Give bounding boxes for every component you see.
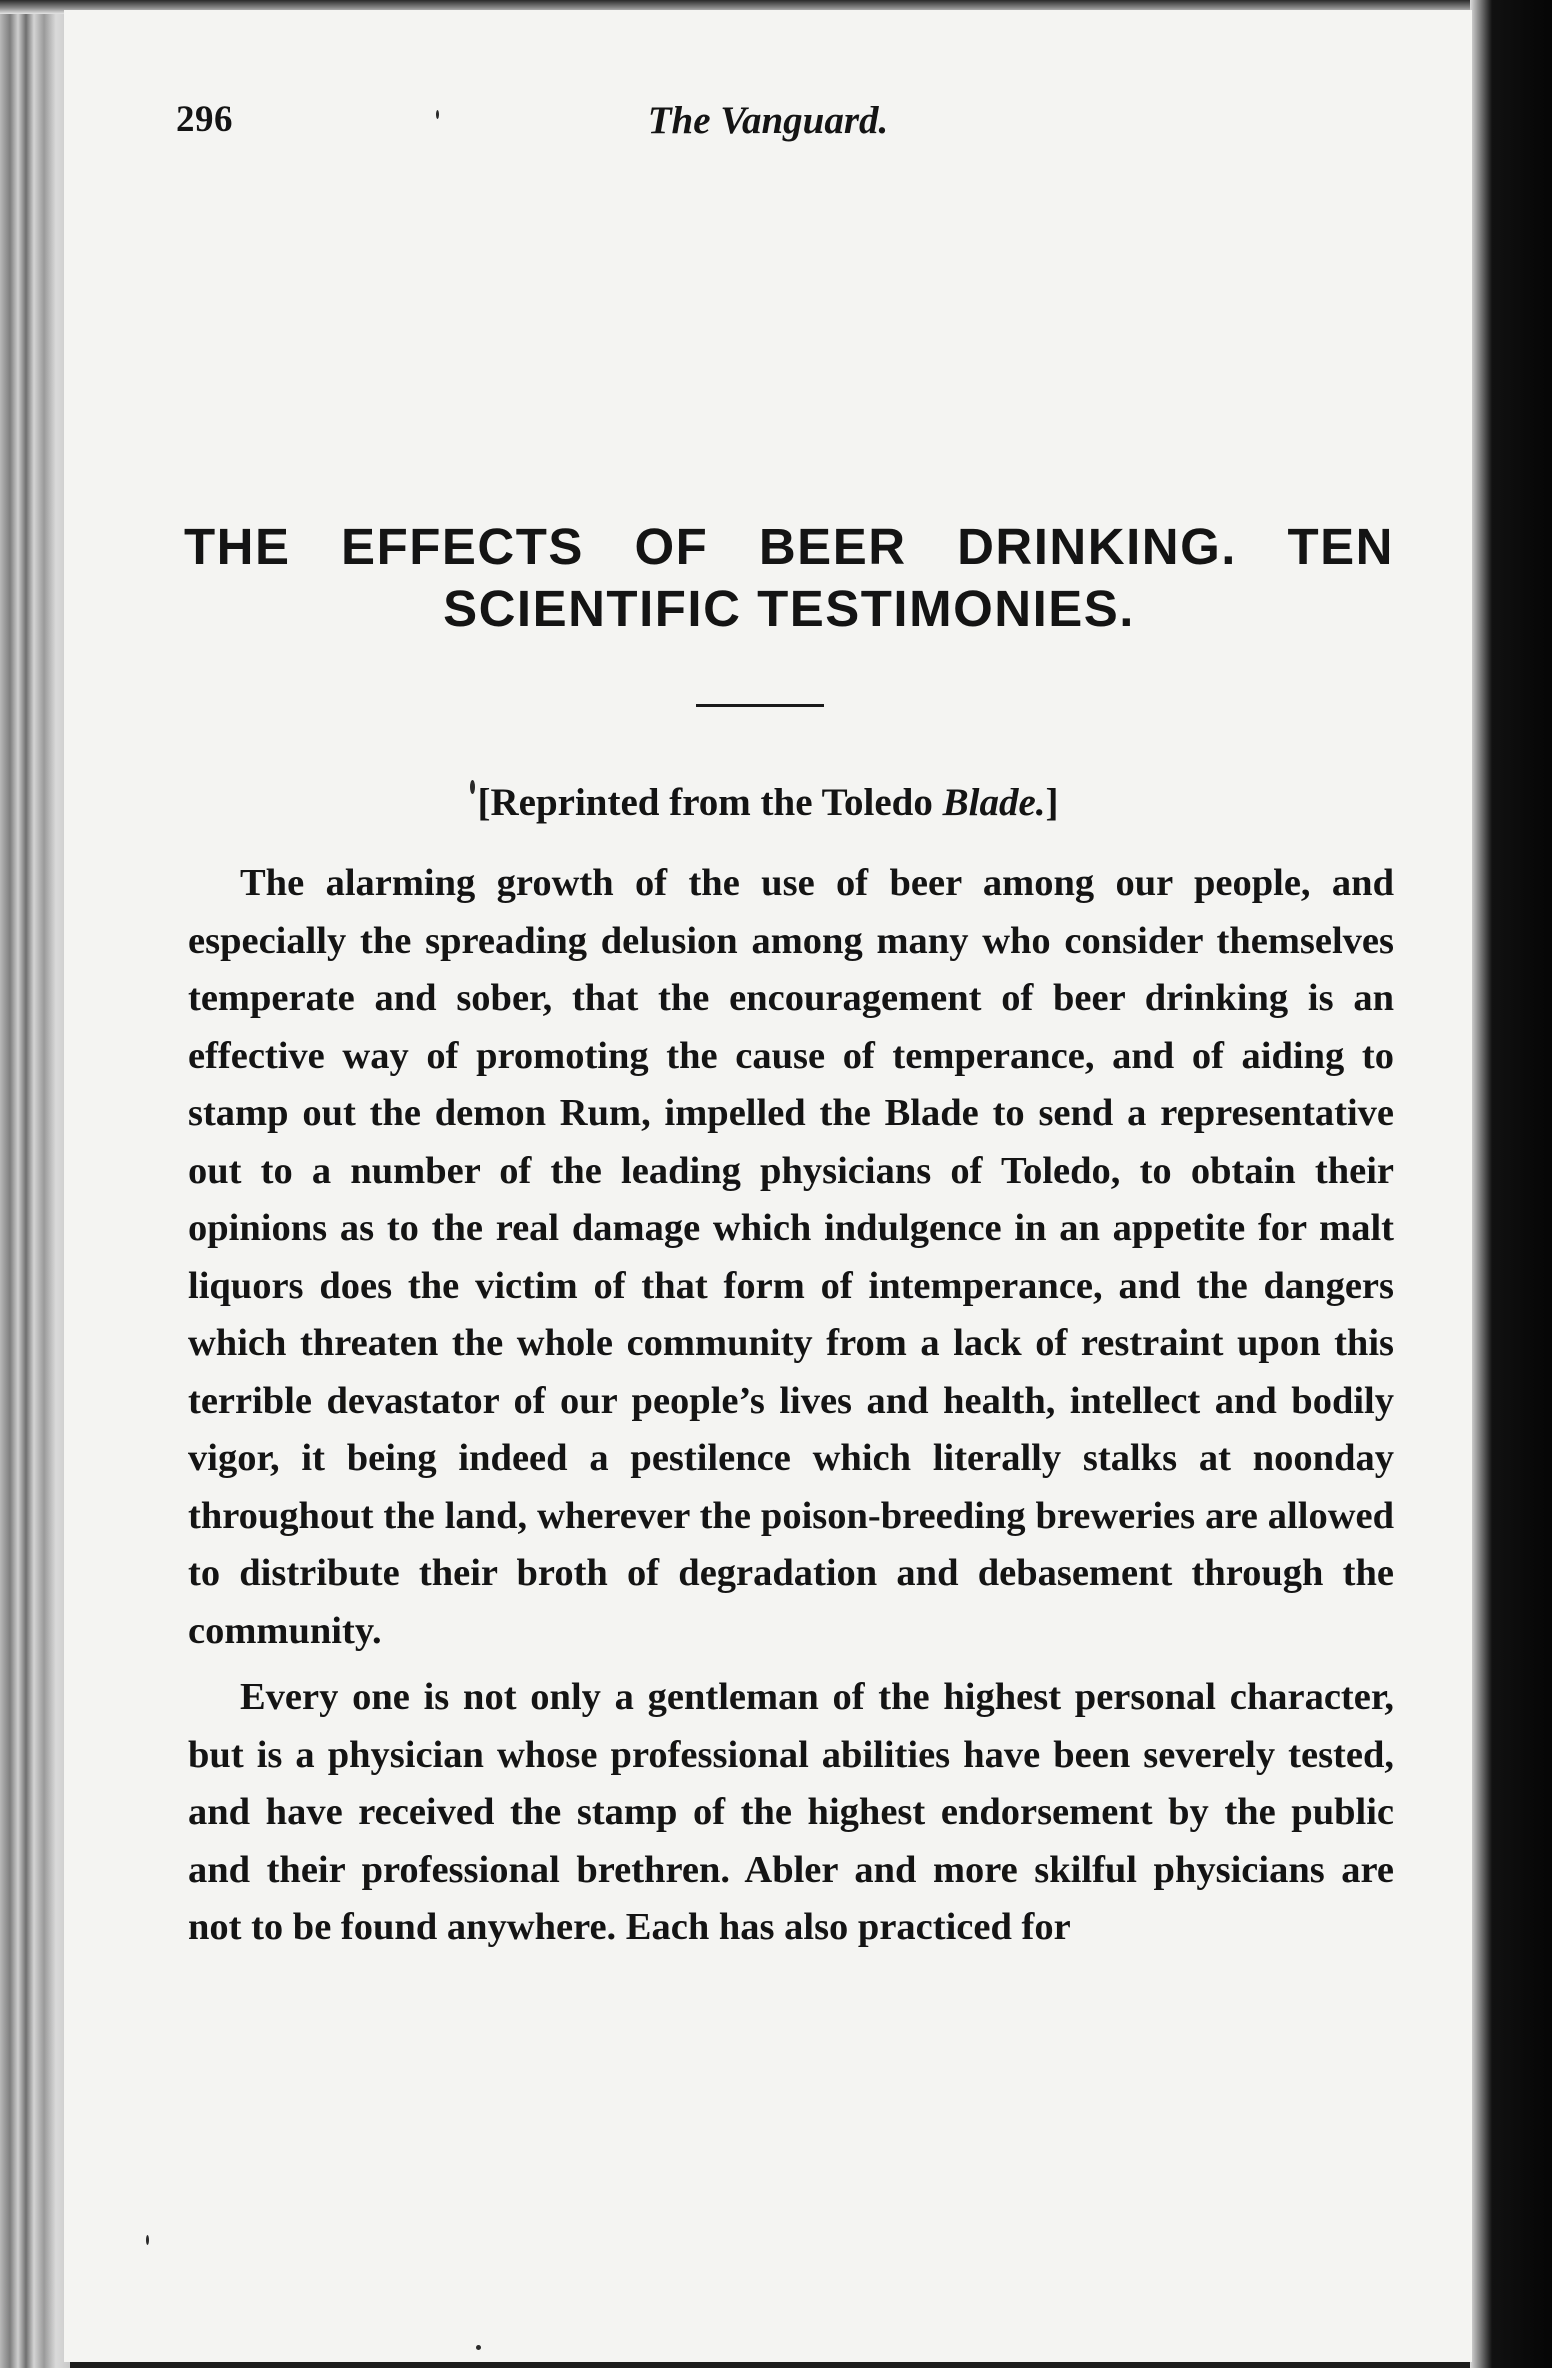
paragraph: Every one is not only a gentleman of the highest personal character, but is a physician whose professional abilities have been severely tested, and have received the stamp of the highest endorsement by the public and their professional brethren. Abler and more skilful physicians are not to be found anywhere. Each has also practiced for <box>188 1676 1394 1948</box>
headline-line-2: SCIENTIFIC TESTIMONIES. <box>443 580 1135 637</box>
source-suffix: ] <box>1045 781 1059 824</box>
source-publication: Blade. <box>942 781 1046 824</box>
running-title: The Vanguard. <box>647 99 889 142</box>
source-prefix: [Reprinted from the Toledo <box>477 781 933 824</box>
book-page <box>64 10 1472 2362</box>
scan-left-edge <box>0 0 70 2368</box>
running-head <box>64 98 1472 148</box>
print-speck <box>470 780 475 794</box>
page-number: 296 <box>176 99 233 140</box>
print-speck <box>476 2345 481 2350</box>
paragraph: The alarming growth of the use of beer among our people, and especially the spreading delusion among many who consider themselves temperate and sober, that the encouragement of beer drinking is an effective way of promoting the cause of temperance, and of aiding to stamp out the demon Rum, impelled the Blade to send a representative out to a number of the leading physicians of Toledo, to obtain their opinions as to the real damage which indulgence in an appetite for malt liquors does the victim of that form of intemperance, and the dangers which threaten the whole community from a lack of restraint upon this terrible devastator of our people’s lives and health, intellect and bodily vigor, it being indeed a pestilence which literally stalks at noonday throughout the land, wherever the poison-breeding breweries are allowed to distribute their broth of degradation and debasement through the community. <box>188 862 1394 1652</box>
print-speck <box>146 2235 149 2245</box>
source-credit <box>64 780 1472 825</box>
article-body <box>188 855 1394 1957</box>
section-rule <box>696 704 824 707</box>
headline-line-1: THE EFFECTS OF BEER DRINKING. TEN <box>184 518 1394 575</box>
print-speck <box>436 110 439 119</box>
scan-right-edge <box>1470 0 1552 2368</box>
article-headline <box>184 516 1394 640</box>
